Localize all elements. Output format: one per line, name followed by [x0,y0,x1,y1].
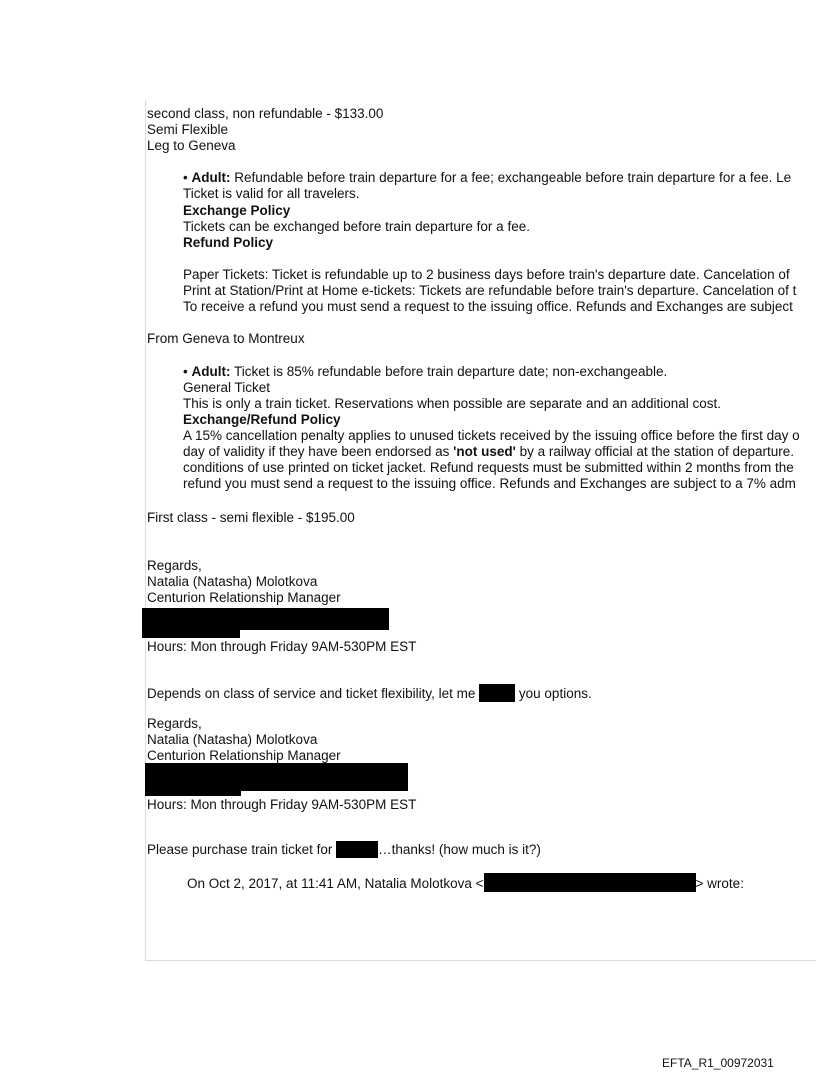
exchange-policy-text: Tickets can be exchanged before train departure for a fee. [183,219,530,234]
redaction-inline [479,684,515,702]
signature-name-2: Natalia (Natasha) Molotkova [147,732,318,747]
general-ticket: General Ticket [183,380,271,395]
hours-2: Hours: Mon through Friday 9AM-530PM EST [147,797,417,812]
valid-text: Ticket is valid for all travelers. [183,186,360,201]
redaction-block [145,789,241,796]
paper-tickets-text: Paper Tickets: Ticket is refundable up to 2 business days before train's departure date. Cancelation of [183,267,790,282]
adult-rule-text: Refundable before train departure for a fee; exchangeable before train departure for a fee. Le [230,170,792,185]
redaction-block [142,608,389,630]
regards-1: Regards, [147,558,202,573]
conditions-text: conditions of use printed on ticket jacket. Refund requests must be submitted within 2 months from the [183,460,794,475]
depends-text [147,684,592,702]
signature-role-2: Centurion Relationship Manager [147,748,341,763]
redaction-block [142,628,240,638]
refund-send-text: refund you must send a request to the issuing office. Refunds and Exchanges are subject to a 7% adm [183,476,796,491]
validity-text [183,444,794,460]
only-ticket-text: This is only a train ticket. Reservations when possible are separate and an additional cost. [183,396,722,411]
adult-rule-text: Ticket is 85% refundable before train departure date; non-exchangeable. [230,364,668,379]
validity-text-a: day of validity if they have been endorsed as [183,444,454,459]
redaction-email [484,873,696,892]
route-label: From Geneva to Montreux [147,331,305,346]
bullet: • [183,170,188,185]
purchase-request [147,841,541,858]
redaction-inline [336,841,378,858]
signature-role-1: Centurion Relationship Manager [147,590,341,605]
penalty-text: A 15% cancellation penalty applies to unused tickets received by the issuing office before the first day o [183,428,800,443]
not-used-text: 'not used' [453,444,516,459]
adult-fare-rule-2 [183,364,667,380]
fare-type: Semi Flexible [147,122,229,137]
adult-label: Adult: [191,170,231,185]
quoted-header [187,873,744,892]
purchase-text-b: …thanks! (how much is it?) [378,842,541,857]
depends-text-a: Depends on class of service and ticket flexibility, let me [147,686,480,701]
fare-line-1: second class, non refundable - $133.00 [147,106,384,121]
refund-policy-heading: Refund Policy [183,235,274,250]
leg-label: Leg to Geneva [147,138,236,153]
quoted-header-b: > wrote: [695,876,744,891]
adult-fare-rule-1 [183,170,791,186]
regards-2: Regards, [147,716,202,731]
document-id: EFTA_R1_00972031 [662,1056,774,1070]
eticket-text: Print at Station/Print at Home e-tickets: Tickets are refundable before train's departure. Cancelation of t [183,283,797,298]
hours-1: Hours: Mon through Friday 9AM-530PM EST [147,639,417,654]
exchange-refund-heading: Exchange/Refund Policy [183,412,341,427]
validity-text-c: by a railway official at the station of departure. [515,444,794,459]
redaction-block [145,763,408,791]
depends-text-b: you options. [515,686,592,701]
exchange-policy-heading: Exchange Policy [183,203,291,218]
fare-line-2: First class - semi flexible - $195.00 [147,510,355,525]
quoted-header-a: On Oct 2, 2017, at 11:41 AM, Natalia Molotkova < [187,876,484,891]
bullet: • [183,364,188,379]
refund-request-text: To receive a refund you must send a request to the issuing office. Refunds and Exchanges are subject [183,299,793,314]
adult-label: Adult: [191,364,231,379]
signature-name-1: Natalia (Natasha) Molotkova [147,574,318,589]
purchase-text-a: Please purchase train ticket for [147,842,337,857]
